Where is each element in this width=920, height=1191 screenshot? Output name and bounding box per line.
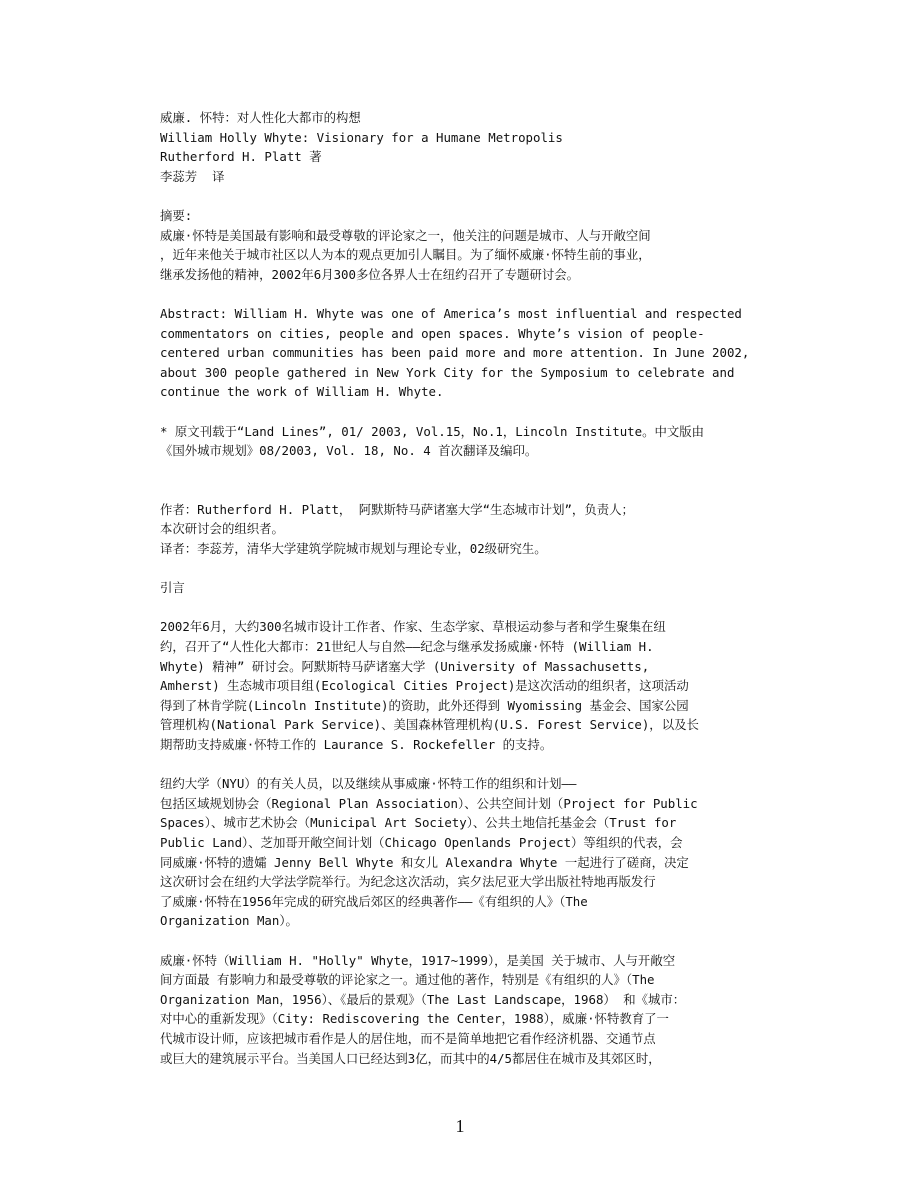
paragraph-line: 约，召开了“人性化大都市：21世纪人与自然——纪念与继承发扬威廉·怀特 (William H.: [160, 639, 654, 655]
spacer: [160, 598, 760, 618]
translator-line: 李蕊芳 译: [160, 168, 225, 184]
paragraph-line: 或巨大的建筑展示平台。当美国人口已经达到3亿，而其中的4/5都居住在城市及其郊区时，: [160, 1050, 661, 1066]
paragraph-line: 得到了林肯学院(Lincoln Institute)的资助，此外还得到 Wyomissing 基金会、国家公园: [160, 697, 689, 713]
paragraph-1: [160, 617, 760, 754]
document-page: [160, 108, 760, 1068]
abstract-en-line: about 300 people gathered in New York City for the Symposium to celebrate and: [160, 364, 735, 380]
abstract-en-line: continue the work of William H. Whyte.: [160, 384, 444, 400]
abstract-en-line: commentators on cities, people and open spaces. Whyte’s vision of people-: [160, 325, 705, 341]
paragraph-line: 管理机构(National Park Service)、美国森林管理机构(U.S. Forest Service)，以及长: [160, 717, 699, 733]
paragraph-3: [160, 951, 760, 1069]
paragraph-line: 代城市设计师，应该把城市看作是人的居住地，而不是简单地把它看作经济机器、交通节点: [160, 1030, 656, 1046]
author-line: Rutherford H. Platt 著: [160, 149, 322, 165]
paragraph-line: 对中心的重新发现》（City: Rediscovering the Center，1988），威廉·怀特教育了一: [160, 1011, 669, 1027]
page-number: 1: [455, 1116, 465, 1136]
title-chinese: 威廉. 怀特：对人性化大都市的构想: [160, 110, 361, 125]
spacer: [160, 559, 760, 579]
abstract-en-line: centered urban communities has been paid more and more attention. In June 2002,: [160, 345, 750, 361]
paragraph-line: Organization Man）。: [160, 913, 298, 929]
paragraph-line: 2002年6月，大约300名城市设计工作者、作家、生态学家、草根运动参与者和学生聚集在纽: [160, 619, 666, 635]
spacer: [160, 755, 760, 775]
paragraph-line: Whyte) 精神” 研讨会。阿默斯特马萨诸塞大学 (University of Massachusetts,: [160, 658, 650, 674]
paragraph-line: 间方面最 有影响力和最受尊敬的评论家之一。通过他的著作，特别是《有组织的人》（The: [160, 972, 655, 988]
abstract-cn-line: 威廉·怀特是美国最有影响和最受尊敬的评论家之一，他关注的问题是城市、人与开敞空间: [160, 227, 651, 243]
spacer: [160, 931, 760, 951]
abstract-cn-line: ，近年来他关于城市社区以人为本的观点更加引人瞩目。为了缅怀威廉·怀特生前的事业，: [160, 247, 651, 263]
paragraph-line: 纽约大学（NYU）的有关人员，以及继续从事威廉·怀特工作的组织和计划——: [160, 776, 577, 792]
paragraph-line: Public Land）、芝加哥开敞空间计划（Chicago Openlands Project）等组织的代表，会: [160, 834, 683, 850]
spacer: [160, 186, 760, 206]
source-note-line: 《国外城市规划》08/2003, Vol. 18, No. 4 首次翻译及编印。: [160, 443, 538, 459]
paragraph-line: Organization Man，1956）、《最后的景观》（The Last Landscape，1968） 和《城市：: [160, 991, 686, 1007]
credits-line: 本次研讨会的组织者。: [160, 521, 284, 537]
credits-line: 译者：李蕊芳，清华大学建筑学院城市规划与理论专业，02级研究生。: [160, 541, 547, 557]
spacer: [160, 284, 760, 304]
abstract-cn-label: 摘要:: [160, 207, 193, 223]
spacer: [160, 461, 760, 481]
paragraph-line: 包括区域规划协会（Regional Plan Association）、公共空间计划（Project for Public: [160, 795, 698, 811]
title-english: William Holly Whyte: Visionary for a Humane Metropolis: [160, 129, 563, 145]
paragraph-line: 威廉·怀特（William H. "Holly" Whyte，1917~1999），是美国 关于城市、人与开敞空: [160, 952, 676, 968]
section-heading: 引言: [160, 580, 185, 596]
paragraph-line: 期帮助支持威廉·怀特工作的 Laurance S. Rockefeller 的支持。: [160, 737, 553, 752]
paragraph-2: [160, 774, 760, 931]
abstract-cn-line: 继承发扬他的精神，2002年6月300多位各界人士在纽约召开了专题研讨会。: [160, 266, 580, 282]
spacer: [160, 480, 760, 500]
credits-line: 作者：Rutherford H. Platt， 阿默斯特马萨诸塞大学“生态城市计划”，负责人；: [160, 501, 634, 517]
source-note-line: * 原文刊载于“Land Lines”, 01/ 2003, Vol.15，No.1，Lincoln Institute。中文版由: [160, 423, 705, 439]
paragraph-line: 了威廉·怀特在1956年完成的研究战后郊区的经典著作——《有组织的人》（The: [160, 893, 588, 909]
spacer: [160, 402, 760, 422]
paragraph-line: 同威廉·怀特的遗孀 Jenny Bell Whyte 和女儿 Alexandra Whyte 一起进行了磋商，决定: [160, 854, 689, 870]
paragraph-line: Amherst) 生态城市项目组(Ecological Cities Project)是这次活动的组织者，这项活动: [160, 678, 689, 694]
abstract-en-line: Abstract: William H. Whyte was one of America’s most influential and respected: [160, 305, 742, 321]
paragraph-line: 这次研讨会在纽约大学法学院举行。为纪念这次活动，宾夕法尼亚大学出版社特地再版发行: [160, 874, 656, 890]
paragraph-line: Spaces）、城市艺术协会（Municipal Art Society）、公共土地信托基金会（Trust for: [160, 815, 677, 831]
